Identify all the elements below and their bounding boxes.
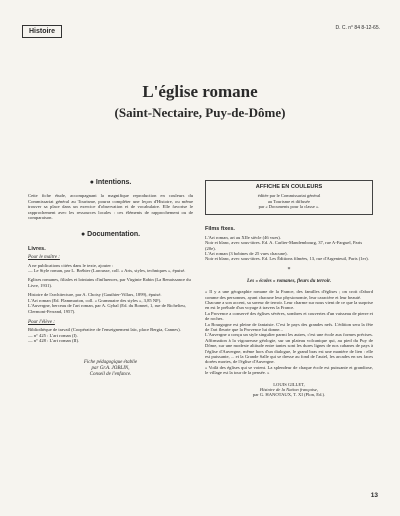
author-note-line: Conseil de l'enfance. bbox=[89, 371, 132, 377]
author-note bbox=[28, 360, 193, 378]
student-item: — n° 425 : L'art roman (I). bbox=[28, 332, 78, 338]
for-student-label: Pour l'élève : bbox=[28, 319, 55, 325]
citation-signature bbox=[205, 382, 373, 398]
book-item: Histoire de l'architecture, par A. Choisy (Gauthier-Villars, 1899), épuisé. bbox=[28, 292, 162, 298]
author-note-line: par Gr.A. JOBLIN, bbox=[91, 365, 130, 371]
documentation-heading bbox=[28, 232, 193, 237]
poster-line: par « Documents pour la classe ». bbox=[258, 204, 320, 209]
book-item: A ne publications citées dans le texte, ajouter : bbox=[28, 262, 114, 268]
quote-heading: Les « écoles » romanes, fleurs du terroir. bbox=[246, 279, 332, 285]
documentation-heading-text: Documentation. bbox=[87, 231, 141, 239]
intentions-text: Cette fiche étude, accompagnant la magnifique reproduction en couleurs du Commissariat général au Tourisme, pourra compléter une leçon d'Histoire, ou même trouver sa place dans un exercice d'observation et de vocabulaire. Elle favorise le rapprochement avec les ressources locales : ces éléments de rapprochement ou de comparaison. bbox=[28, 193, 193, 221]
quote-paragraph: La Provence a conservé des églises sévères, sombres et couvertes d'un vaisseau de pierre et de roches. bbox=[205, 310, 373, 322]
film-item: L'Art roman (3 bobines de 25 vues chacune). bbox=[205, 250, 288, 256]
book-item: — Le Style roman, par L. Bréhier (Larousse, coll. « Arts, styles, techniques », épuisé. bbox=[28, 268, 186, 274]
poster-title: AFFICHE EN COULEURS bbox=[255, 184, 323, 190]
quote-paragraph: » Voilà des églises qui se voient. La splendeur de chaque école est puissante et grandiose, le village est la tour de la pensée. » bbox=[205, 364, 373, 376]
signature-line: par G. HANOTAUX, T. XI (Plon, Ed.). bbox=[252, 392, 326, 398]
quote-paragraph: La Bourgogne est pleine de fantaisie. C'est le pays des grandes nefs. L'édition sera la fête de l'art fleurie que la Provence lui donne... bbox=[205, 321, 373, 332]
student-item: Bibliothèque de travail (Coopérative de l'enseignement laïc, place Bergia, Cannes). bbox=[28, 327, 181, 333]
books-heading: Livres. bbox=[28, 245, 46, 252]
separator-star: * bbox=[287, 266, 291, 273]
quote-paragraph: « Il y a une géographie romane de la France, des familles d'églises ; on croit d'abord comme des personnes, ayant chacune leur physionomie, leur caractère et leur beauté. bbox=[205, 289, 373, 300]
right-column bbox=[205, 180, 373, 398]
left-column bbox=[28, 180, 193, 378]
book-item: L'Art roman (Ed. Flammarion, coll. « Grammaire des styles », 3,85 NF). bbox=[28, 297, 162, 303]
intentions-heading bbox=[28, 180, 193, 185]
quote-paragraph: L'Auvergne a conçu un style singulier parmi les autres, c'est une école aux formes précises. Affirmation à la vigoureuse géologie, sur un plateau volcanique qui, au pied du Puy de Dôme, sur une modeste altitude entre tantes sont les dures lignes de nos cabanes de pays à l'église d'Auvergne, même hors d'un dialogue, le grand bras est une manière de lien : elle est puissante, ... et la Grande Salle qui se dresse au fond de l'autel, les arcades en ses faces dorées mortes, de l'église d'Auvergne. bbox=[205, 332, 373, 365]
films-heading: Films fixes. bbox=[205, 226, 235, 233]
document-reference: D. C. n° 84 8-12-65. bbox=[335, 25, 380, 31]
signature-line: Histoire de la Nation française, bbox=[259, 387, 319, 393]
intentions-heading-text: Intentions. bbox=[95, 179, 132, 186]
film-item: L'Art roman, art au XIIe siècle (46 vues). bbox=[205, 234, 281, 240]
subject-badge: Histoire bbox=[22, 25, 62, 38]
page-subtitle: (Saint-Nectaire, Puy-de-Dôme) bbox=[114, 105, 286, 120]
signature-name: LOUIS GILLET, bbox=[273, 381, 305, 387]
bullet-icon: ● bbox=[89, 179, 94, 186]
bullet-icon: ● bbox=[80, 231, 86, 239]
film-item: Noir et blanc, avec sous-titres. Ed. Les Éditions filmées, 13, rue d'Argenteuil, Paris (1er). bbox=[205, 256, 369, 262]
student-item: — n° 428 : L'art roman (II). bbox=[28, 338, 80, 344]
page-title: L'église romane bbox=[142, 82, 258, 101]
quote-paragraph: Chacune a son accent, sa saveur de terroir. Leur charme sur nous vient de ce que la surprise en est le prélude d'un voyage à travers la France. bbox=[205, 299, 373, 311]
poster-info-box bbox=[205, 180, 373, 215]
author-note-line: Fiche pédagogique établie bbox=[83, 359, 138, 365]
poster-line: éditée par le Commissariat général bbox=[257, 193, 321, 199]
book-item: Eglises romanes, filiales et lointains d'influences, par Virginie Rabin (La Renaissance du Livre, 1931). bbox=[28, 277, 191, 288]
poster-line: au Tourisme et diffusée bbox=[267, 198, 311, 204]
for-teacher-label: Pour le maître : bbox=[28, 255, 60, 261]
book-item: L'Auvergne, berceau de l'art roman, par A. Gybal (Ed. du Bonnet, 1, rue de Richelieu, Clermont-Ferrand, 1957). bbox=[28, 303, 186, 314]
page-number: 13 bbox=[370, 492, 378, 499]
film-item: Noir et blanc, avec sous-titres. Ed. A. Carlier-Mandembourg, 37, rue A-Farguel, Paris (20e). bbox=[205, 240, 363, 251]
